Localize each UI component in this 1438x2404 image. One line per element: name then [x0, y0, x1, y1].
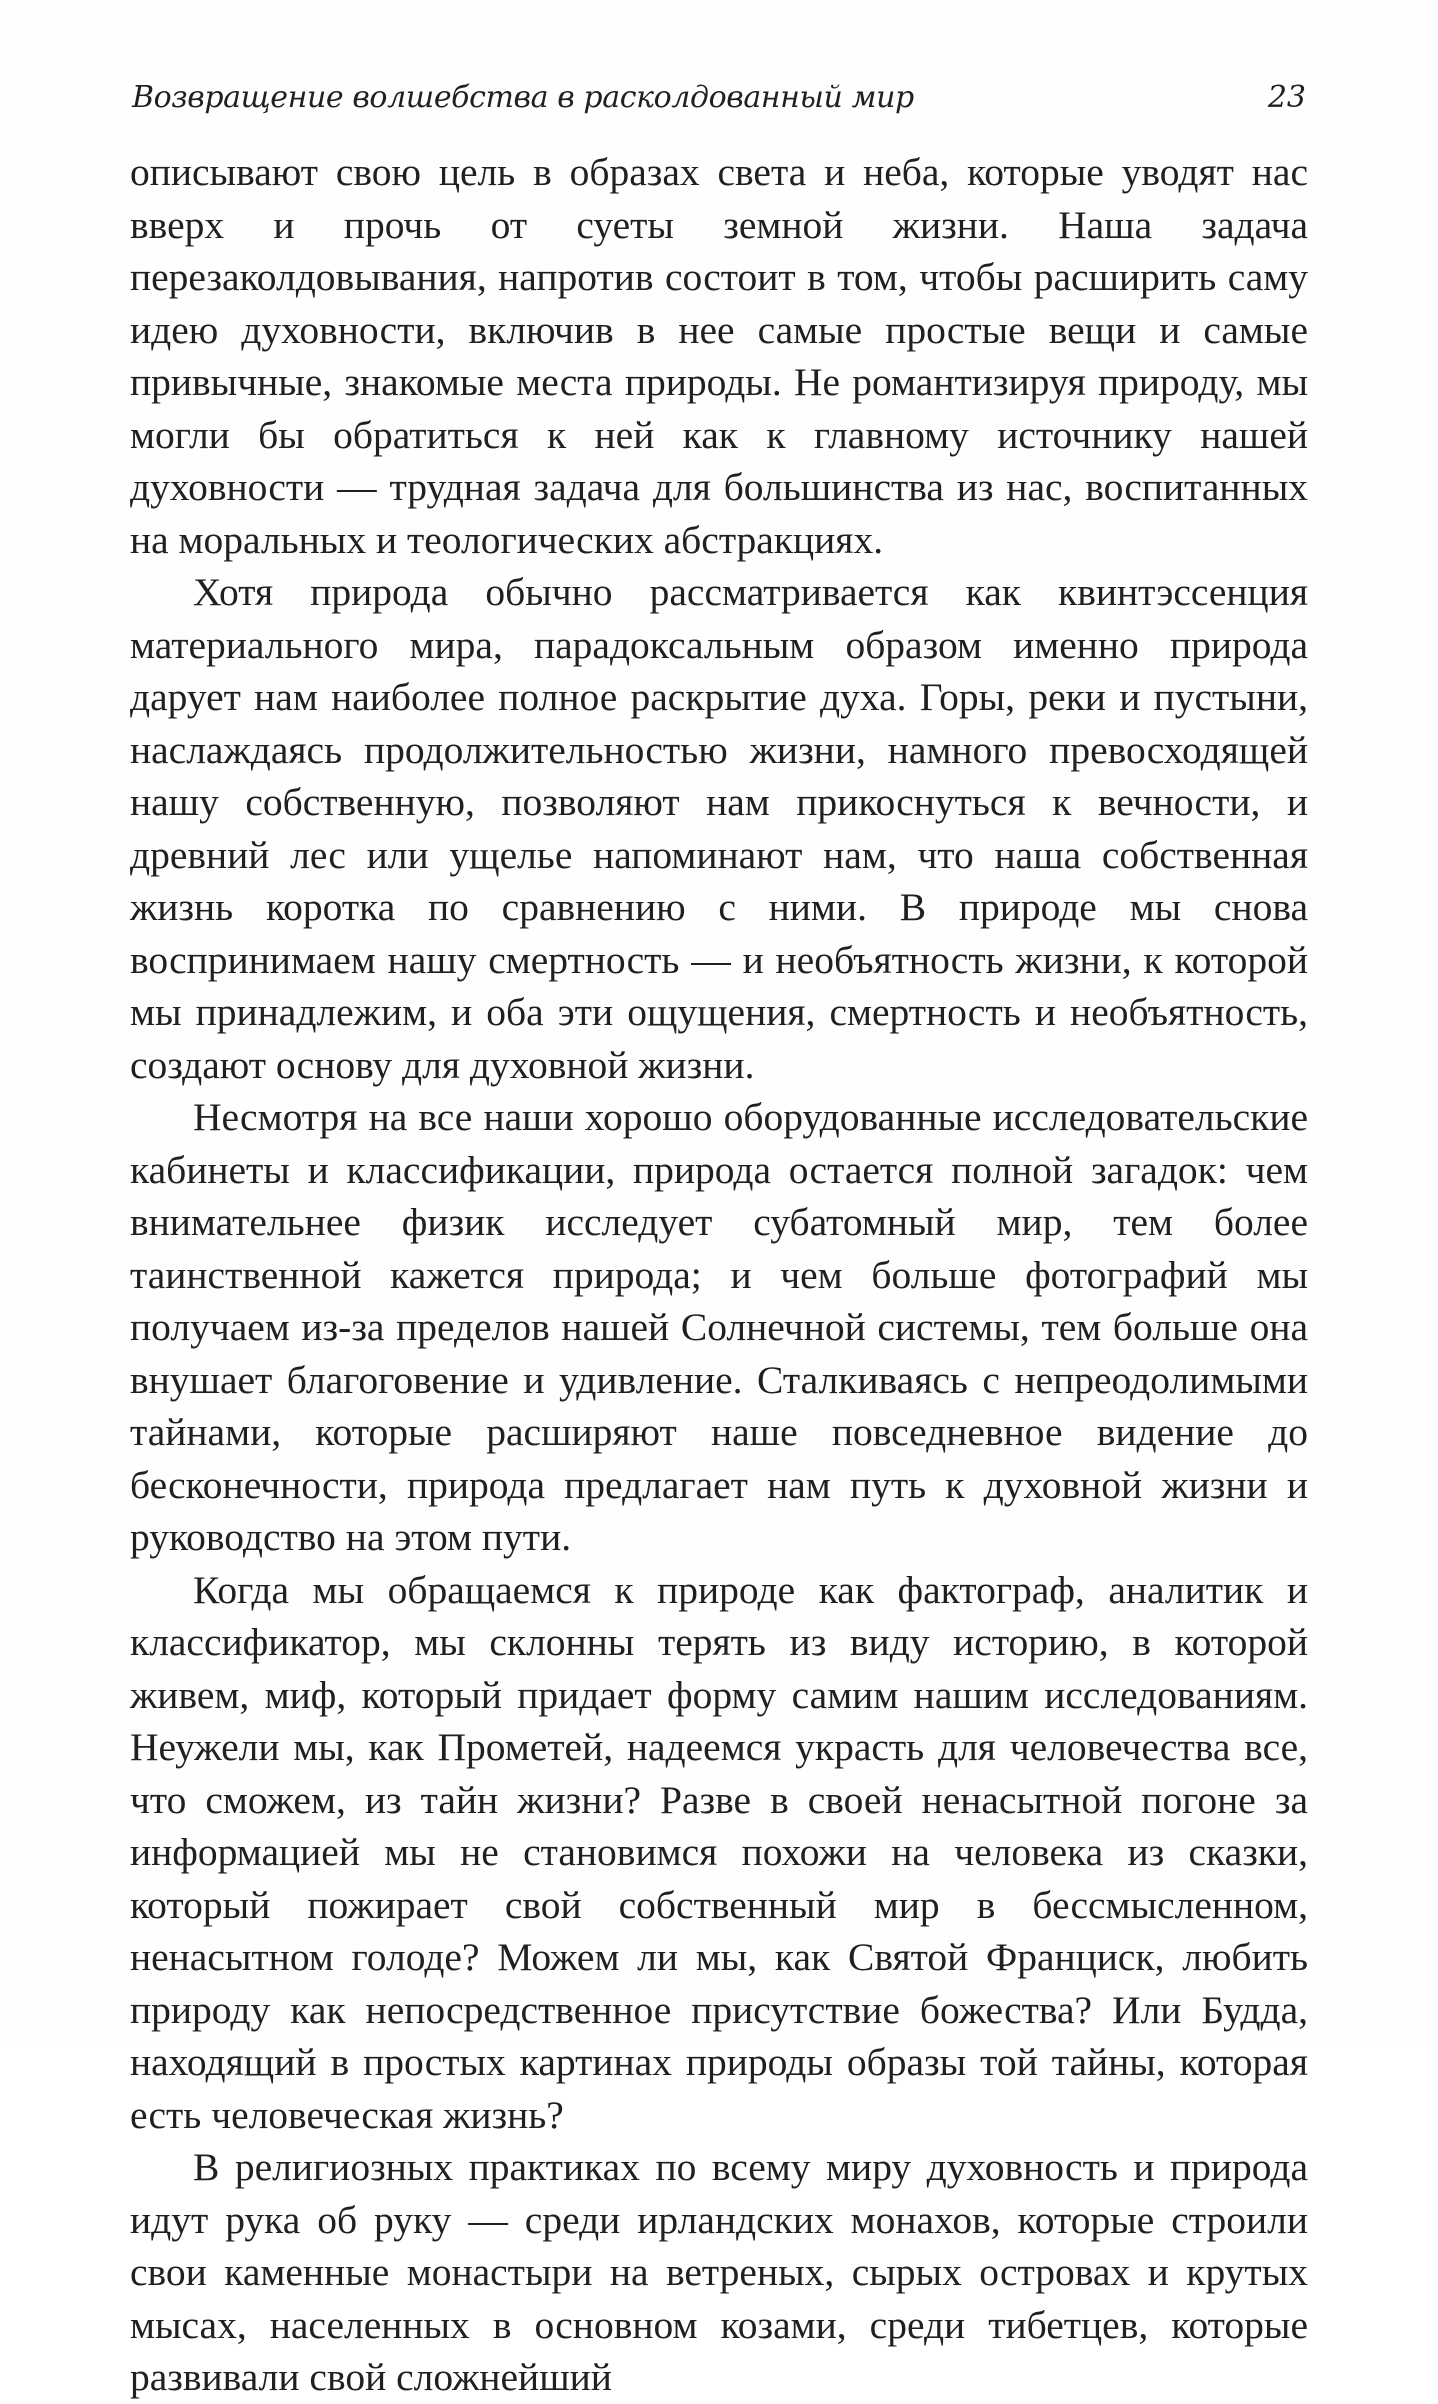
- running-head-title: Возвращение волшебства в расколдованный мир: [132, 80, 914, 115]
- paragraph: Хотя природа обычно рассматривается как квинтэссенция материального мира, парадоксальным образом именно природа дарует нам наиболее полное раскрытие духа. Горы, реки и пустыни, наслаждаясь продолжительностью жизни, намного превосходящей нашу собственную, позволяют нам прикоснуться к вечности, и древний лес или ущелье напоминают нам, что наша собственная жизнь коротка по сравнению с ними. В природе мы снова воспринимаем нашу смертность — и необъятность жизни, к которой мы принадлежим, и оба эти ощущения, смертность и необъятность, создают основу для духовной жизни.: [130, 570, 1308, 1087]
- paragraph: В религиозных практиках по всему миру духовность и природа идут рука об руку — среди ирландских монахов, которые строили свои каменные монастыри на ветреных, сырых островах и крутых мысах, населенных в основном козами, среди тибетцев, которые развивали свой сложнейший: [130, 2145, 1308, 2399]
- body-text: [130, 146, 1308, 2404]
- paragraph-continued: описывают свою цель в образах света и неба, которые уводят нас вверх и прочь от суеты земной жизни. Наша задача перезаколдовывания, напротив состоит в том, чтобы расширить саму идею духовности, включив в нее самые простые вещи и самые привычные, знакомые места природы. Не романтизируя природу, мы могли бы обратиться к ней как к главному источнику нашей духовности — трудная задача для большинства из нас, воспитанных на моральных и теологических абстракциях.: [130, 150, 1308, 562]
- page-number: 23: [1267, 80, 1306, 115]
- paragraph: Несмотря на все наши хорошо оборудованные исследовательские кабинеты и классификации, природа остается полной загадок: чем внимательнее физик исследует субатомный мир, тем более таинственной кажется природа; и чем больше фотографий мы получаем из-за пределов нашей Солнечной системы, тем больше она внушает благоговение и удивление. Сталкиваясь с непреодолимыми тайнами, которые расширяют наше повседневное видение до бесконечности, природа предлагает нам путь к духовной жизни и руководство на этом пути.: [130, 1095, 1308, 1559]
- paragraph: Когда мы обращаемся к природе как фактограф, аналитик и классификатор, мы склонны терять из виду историю, в которой живем, миф, который придает форму самим нашим исследованиям. Неужели мы, как Прометей, надеемся украсть для человечества все, что сможем, из тайн жизни? Разве в своей ненасытной погоне за информацией мы не становимся похожи на человека из сказки, который пожирает свой собственный мир в бессмысленном, ненасытном голоде? Можем ли мы, как Святой Франциск, любить природу как непосредственное присутствие божества? Или Будда, находящий в простых картинах природы образы той тайны, которая есть человеческая жизнь?: [130, 1567, 1308, 2137]
